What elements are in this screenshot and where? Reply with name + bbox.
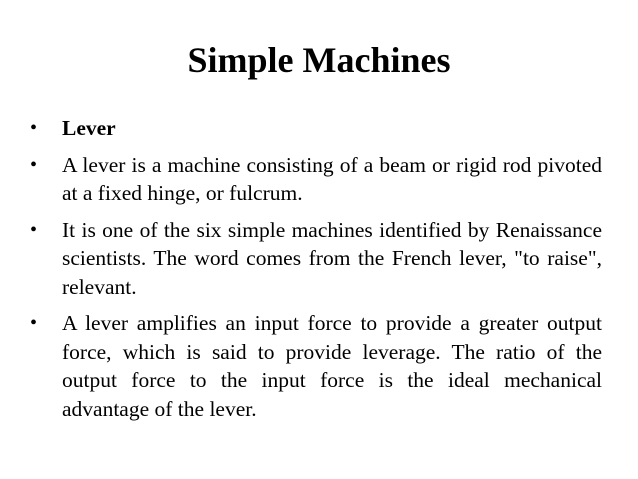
bullet-item-lever-heading [30,114,602,143]
bullet-icon: • [30,312,38,334]
bullet-text: A lever amplifies an input force to provide a greater output force, which is said to provide leverage. The ratio of the output force to the input force is the ideal mechanical advantage of the lever. [62,311,602,421]
bullet-list [30,114,602,431]
bullet-icon: • [30,153,38,176]
bullet-item-leverage [30,309,602,423]
bullet-item-history [30,216,602,302]
bullet-icon: • [30,117,38,139]
slide-title: Simple Machines [187,40,451,80]
bullet-text: Lever [62,116,116,140]
bullet-text: It is one of the six simple machines identified by Renaissance scientists. The word comes from the French lever, "to raise", relevant. [62,217,602,299]
bullet-icon: • [30,218,38,241]
bullet-text: A lever is a machine consisting of a beam or rigid rod pivoted at a fixed hinge, or fulcrum. [62,152,602,205]
bullet-item-definition [30,151,602,208]
